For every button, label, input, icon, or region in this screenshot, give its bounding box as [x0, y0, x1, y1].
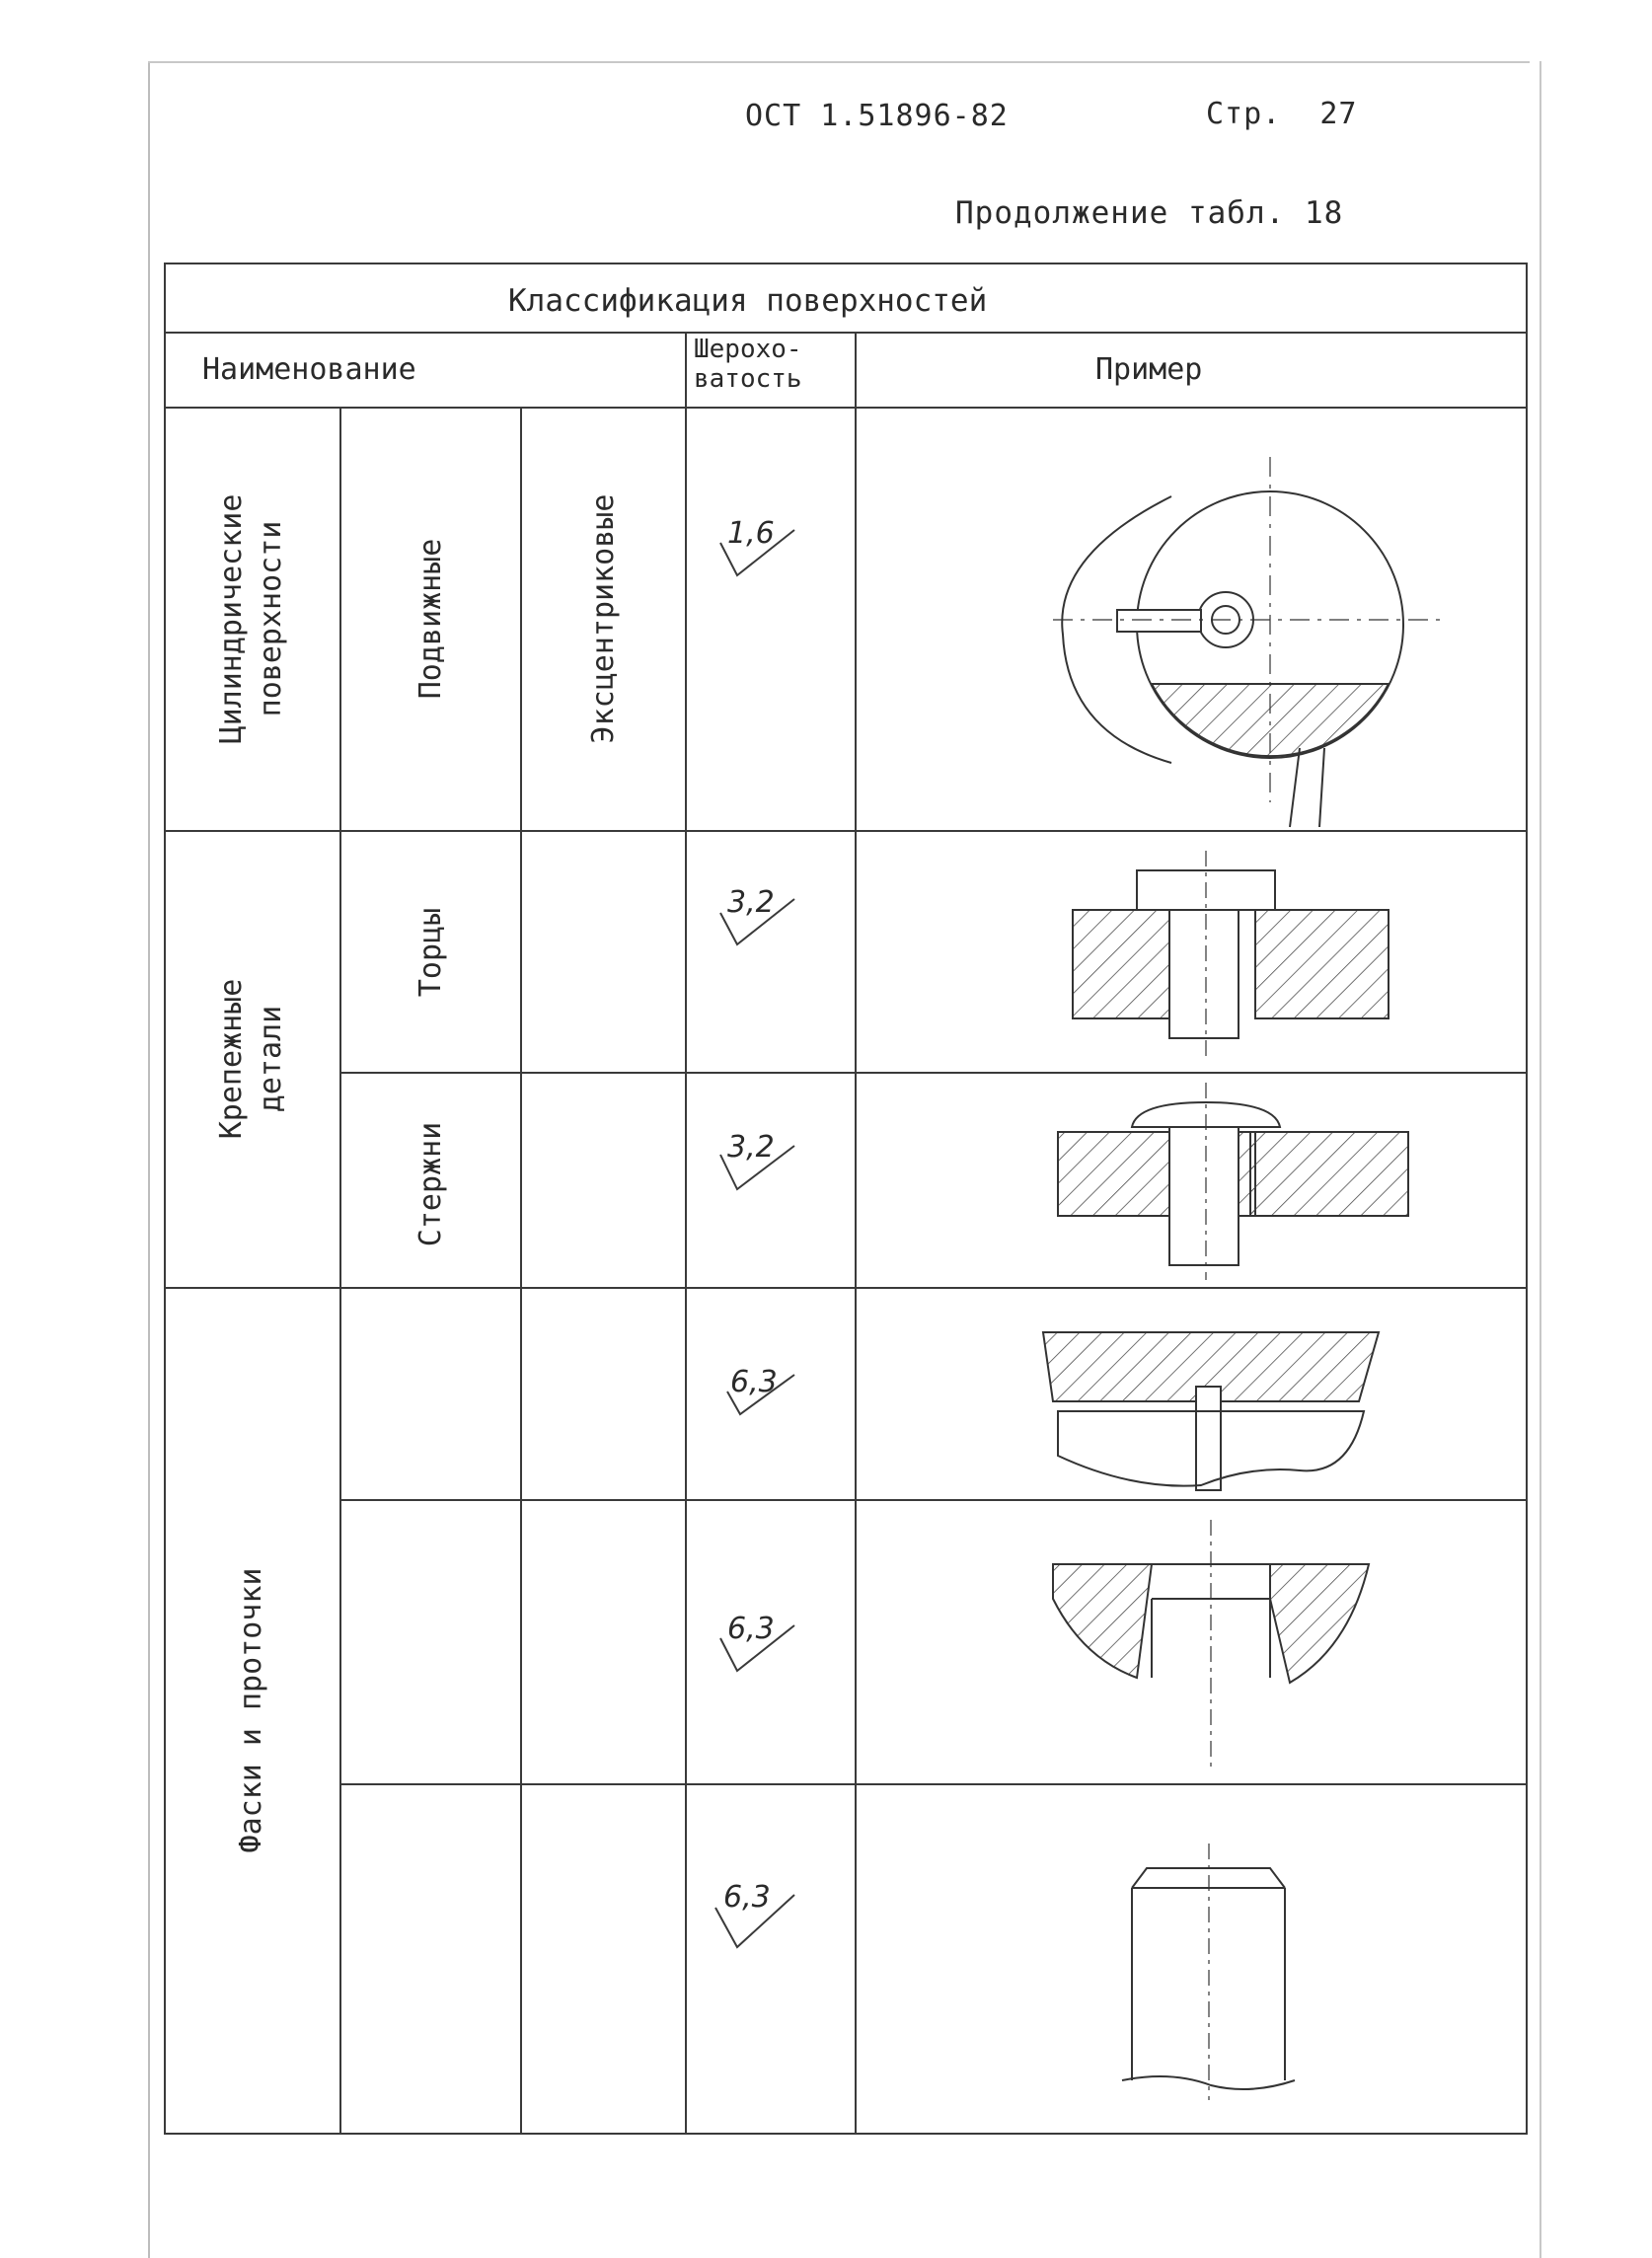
column-header-name: Наименование: [202, 352, 416, 387]
roughness-symbol-row2: [727, 885, 775, 920]
screw-head-drawing: [856, 831, 1527, 1073]
roughness-value: 6,3: [730, 1365, 778, 1399]
page-number-value: 27: [1319, 97, 1358, 131]
group-label-cylindrical: [212, 494, 291, 744]
chamfered-shaft-drawing: [856, 1784, 1527, 2134]
sub-label-eccentric: Эксцентриковые: [586, 493, 621, 744]
group-label-fasteners: [212, 979, 291, 1140]
sub-label-ends: Торцы: [413, 907, 448, 998]
roughness-value: 3,2: [727, 885, 775, 920]
screw-shank-drawing: [856, 1073, 1527, 1288]
group-label-line2: детали: [254, 1005, 288, 1113]
roughness-value: 3,2: [727, 1130, 775, 1165]
roughness-symbol-row3: [727, 1130, 775, 1165]
column-header-roughness: [694, 335, 802, 394]
column-header-roughness-line2: ватость: [694, 364, 802, 394]
page-border-left: [148, 61, 150, 2258]
group-label-line1: Фаски и проточки: [234, 1567, 268, 1853]
sub-label-shanks: Стержни: [413, 1121, 448, 1247]
column-header-example: Пример: [1095, 352, 1203, 387]
group-label-line1: Цилиндрические: [214, 493, 249, 744]
group-label-chamfers: [232, 1568, 271, 1853]
roughness-value: 6,3: [723, 1880, 771, 1915]
page-border-right: [1539, 61, 1541, 2258]
roughness-symbol-row1: [727, 516, 775, 551]
groove-drawing: [856, 1288, 1527, 1500]
roughness-symbol-row4: [730, 1365, 778, 1399]
page-label: Стр.: [1206, 97, 1282, 131]
page-border-top: [148, 61, 1530, 63]
chamfered-hole-drawing: [856, 1500, 1527, 1784]
document-code: ОСТ 1.51896-82: [745, 99, 1009, 133]
page-number: [1206, 97, 1357, 131]
eccentric-shaft-drawing: [856, 408, 1527, 832]
group-label-line1: Крепежные: [214, 978, 249, 1140]
surface-classification-table: [163, 262, 1530, 2137]
sub-label-movable: Подвижные: [413, 538, 448, 700]
roughness-value: 1,6: [727, 516, 775, 551]
column-header-roughness-line1: Шерохо-: [694, 335, 802, 364]
table-title: Классификация поверхностей: [508, 283, 988, 319]
roughness-symbol-row5: [727, 1612, 775, 1646]
table-continuation-caption: Продолжение табл. 18: [955, 195, 1344, 231]
group-label-line2: поверхности: [254, 520, 288, 717]
roughness-symbol-row6: [723, 1880, 771, 1915]
roughness-value: 6,3: [727, 1612, 775, 1646]
